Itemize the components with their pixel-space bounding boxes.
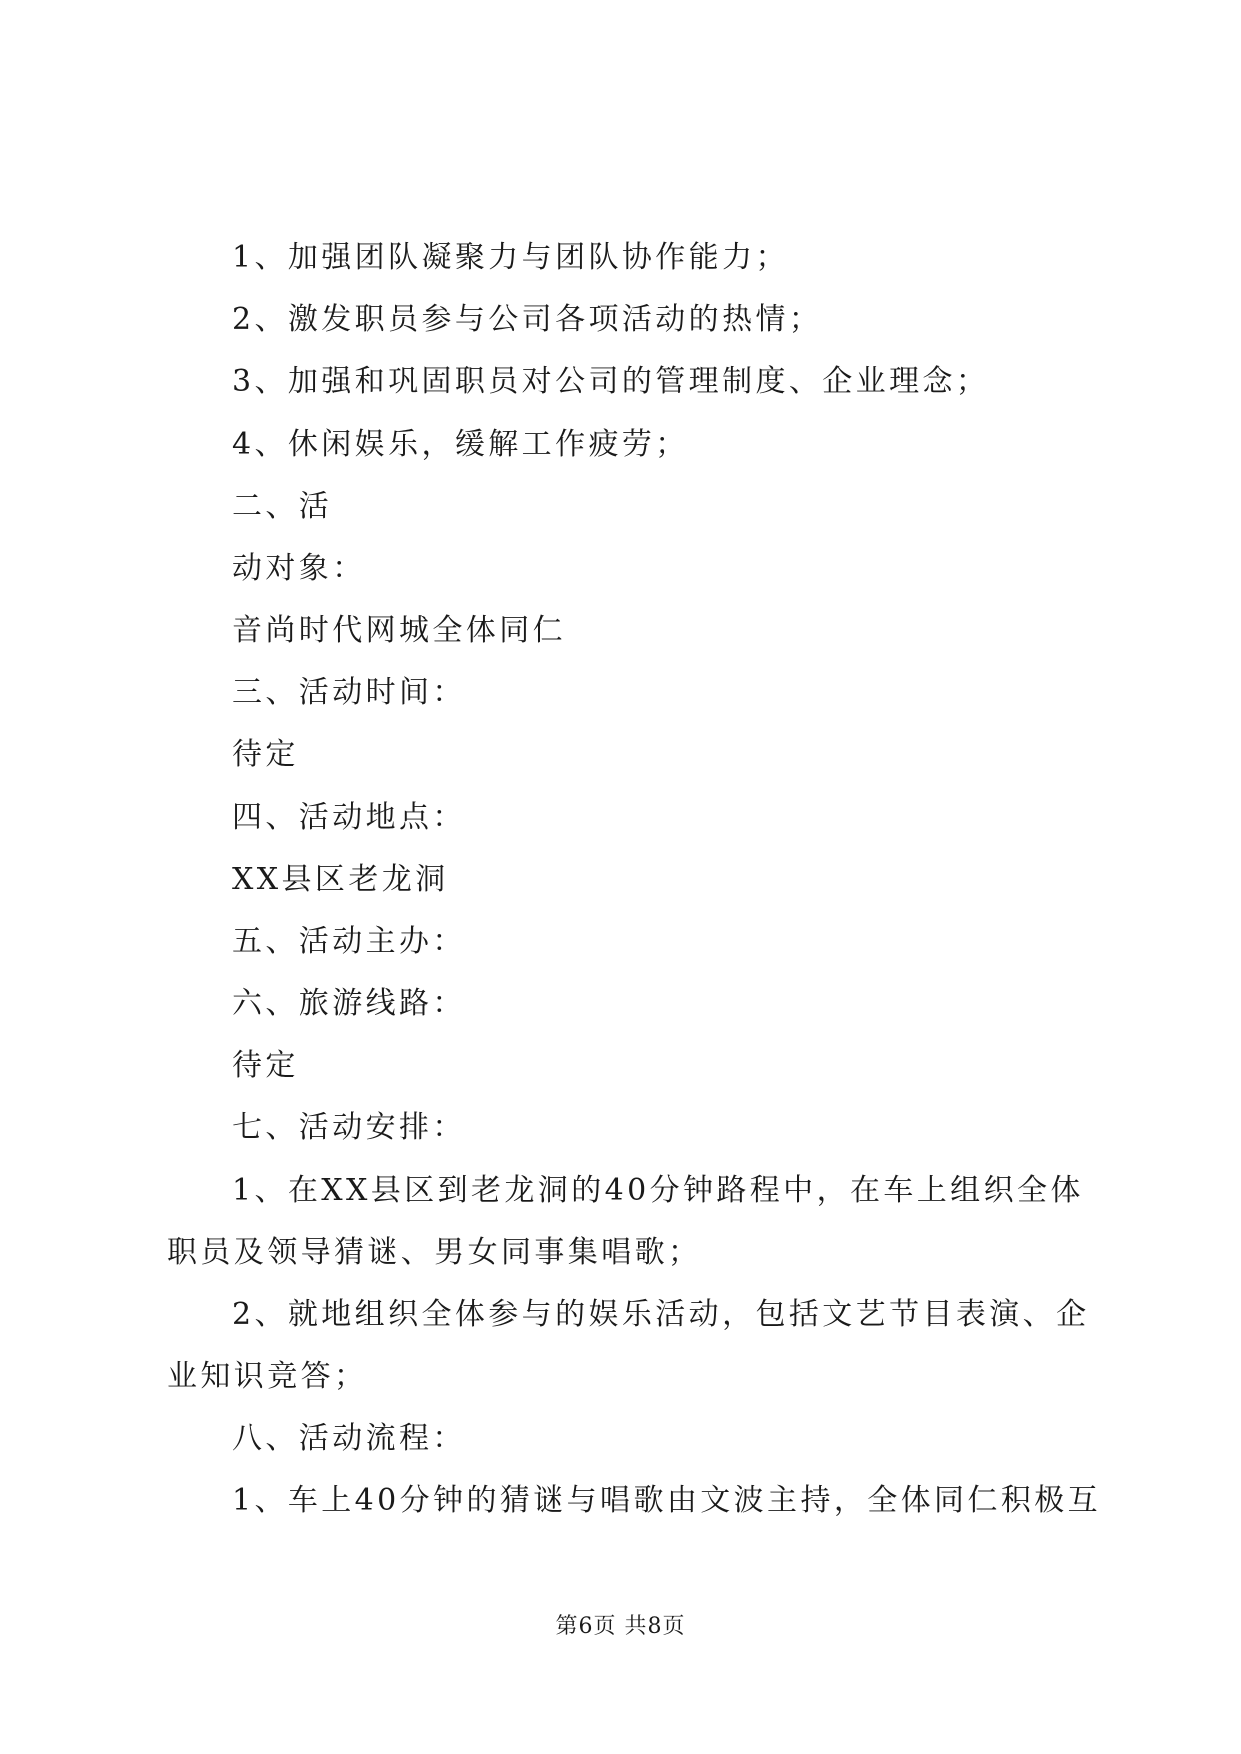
objective-item-1: 1、加强团队凝聚力与团队协作能力； <box>232 240 789 275</box>
objective-item-2: 2、激发职员参与公司各项活动的热情； <box>232 302 823 337</box>
section-heading-3: 三、活动时间： <box>232 675 466 710</box>
arrangement-item-1-line-2: 职员及领导猜谜、男女同事集唱歌； <box>167 1235 702 1270</box>
section-heading-6: 六、旅游线路： <box>232 986 466 1021</box>
section-heading-4: 四、活动地点： <box>232 800 466 835</box>
section-heading-5: 五、活动主办： <box>232 924 466 959</box>
process-item-1-line-1: 1、车上40分钟的猜谜与唱歌由文波主持，全体同仁积极互 <box>232 1483 1102 1518</box>
section-heading-7: 七、活动安排： <box>232 1110 466 1145</box>
arrangement-item-2-line-2: 业知识竞答； <box>167 1359 368 1394</box>
section-body-4: XX县区老龙洞 <box>232 862 449 897</box>
section-body-2: 音尚时代网城全体同仁 <box>232 613 566 648</box>
page-footer: 第6页 共8页 <box>555 1614 686 1639</box>
section-body-3: 待定 <box>232 737 299 772</box>
section-heading-2b: 动对象： <box>232 551 366 586</box>
objective-item-4: 4、休闲娱乐，缓解工作疲劳； <box>232 427 689 462</box>
arrangement-item-1-line-1: 1、在XX县区到老龙洞的40分钟路程中，在车上组织全体 <box>232 1173 1084 1208</box>
objective-item-3: 3、加强和巩固职员对公司的管理制度、企业理念； <box>232 364 990 399</box>
section-heading-8: 八、活动流程： <box>232 1421 466 1456</box>
section-body-6: 待定 <box>232 1048 299 1083</box>
section-heading-2a: 二、活 <box>232 489 333 524</box>
arrangement-item-2-line-1: 2、就地组织全体参与的娱乐活动，包括文艺节目表演、企 <box>232 1297 1090 1332</box>
